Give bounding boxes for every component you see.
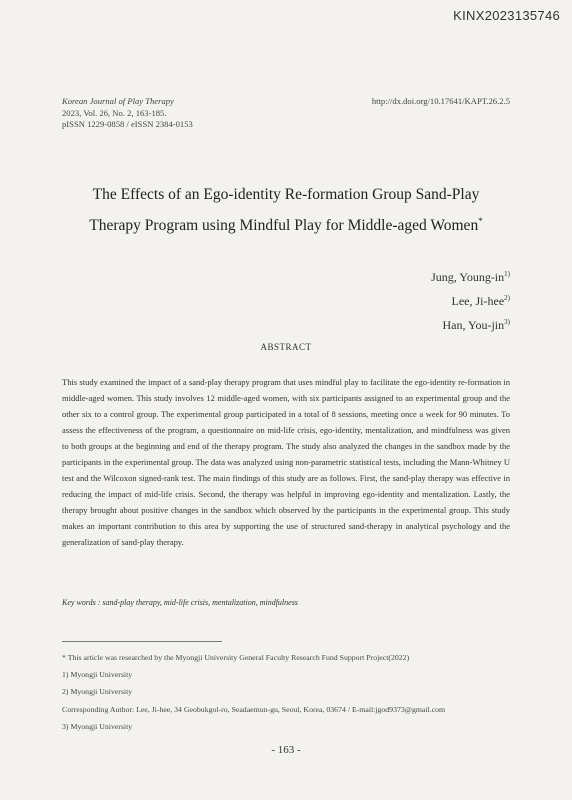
author-2 [431, 288, 510, 312]
author-name: Lee, Ji-hee [451, 294, 505, 308]
footnote-corresponding-author: Corresponding Author: Lee, Ji-hee, 34 Geobukgol-ro, Seadaemun-gu, Seoul, Korea, 03674 / E-mail:jgod9373@gmail.com [62, 704, 446, 714]
abstract-heading: ABSTRACT [260, 342, 312, 352]
page-number: - 163 - [271, 744, 301, 756]
journal-name: Korean Journal of Play Therapy [62, 96, 174, 106]
issn-info: pISSN 1229-0858 / eISSN 2384-0153 [62, 119, 193, 129]
keywords-label: Key words : [62, 598, 101, 607]
volume-info: 2023, Vol. 26, No. 2, 163-185. [62, 107, 167, 118]
title-line-1: The Effects of an Ego-identity Re-formation Group Sand-Play [92, 186, 480, 203]
title-line-2-text: Therapy Program using Mindful Play for Middle-aged Women [89, 217, 479, 235]
title-footnote-marker: * [478, 216, 483, 226]
author-name: Han, You-jin [442, 318, 505, 332]
paper-title [40, 182, 532, 239]
footnote-affiliation-3: 3) Myongji University [62, 721, 133, 731]
author-1 [431, 264, 510, 288]
author-3 [431, 312, 510, 336]
footnote-divider [62, 641, 222, 642]
author-affiliation-marker: 1) [504, 270, 510, 278]
author-affiliation-marker: 3) [504, 318, 510, 326]
footnote-affiliation-1: 1) Myongji University [62, 670, 133, 680]
abstract-body: This study examined the impact of a sand-play therapy program that uses mindful play to facilitate the ego-identity re-formation in middle-aged women. This study involves 12 middle-aged women, with six participants assigned to an experimental group and the other six to a control group. The experimental group participated in a total of 8 sessions, meeting once a week for 90 minutes. To assess the effectiveness of the program, a questionnaire on mid-life crisis, ego-identity, mentalization, and mindfulness was given to both groups at the beginning and end of the therapy program. The study also analyzed the changes in the sandbox made by the participants in the experimental group. The data was analyzed using non-parametric statistical tests, including the Mann-Whitney U test and the Wilcoxon signed-rank test. The main findings of this study are as follows. First, the sand-play therapy was effective in reducing the impact of mid-life crisis. Second, the therapy was helpful in improving ego-identity and mentalization. Lastly, the therapy brought about positive changes in the sandbox which observed by the participants in the experimental group. This study makes an important contribution to this area by supporting the use of structured sand-therapy in analytical psychology and the generalization of sand-play therapy. [62, 377, 510, 547]
footnote-affiliation-2: 2) Myongji University [62, 687, 133, 697]
footnotes [62, 649, 522, 735]
author-list [431, 264, 510, 336]
author-affiliation-marker: 2) [504, 294, 510, 302]
title-line-2 [40, 208, 532, 239]
keywords-values: sand-play therapy, mid-life crisis, mentalization, mindfulness [102, 598, 298, 607]
journal-info [62, 96, 193, 131]
keywords [62, 598, 298, 607]
document-id: KINX2023135746 [453, 8, 560, 23]
author-name: Jung, Young-in [431, 270, 505, 284]
doi-link[interactable]: http://dx.doi.org/10.17641/KAPT.26.2.5 [371, 96, 510, 106]
footnote-funding: * This article was researched by the Myongji University General Faculty Research Fund Support Project(2022) [62, 653, 410, 662]
